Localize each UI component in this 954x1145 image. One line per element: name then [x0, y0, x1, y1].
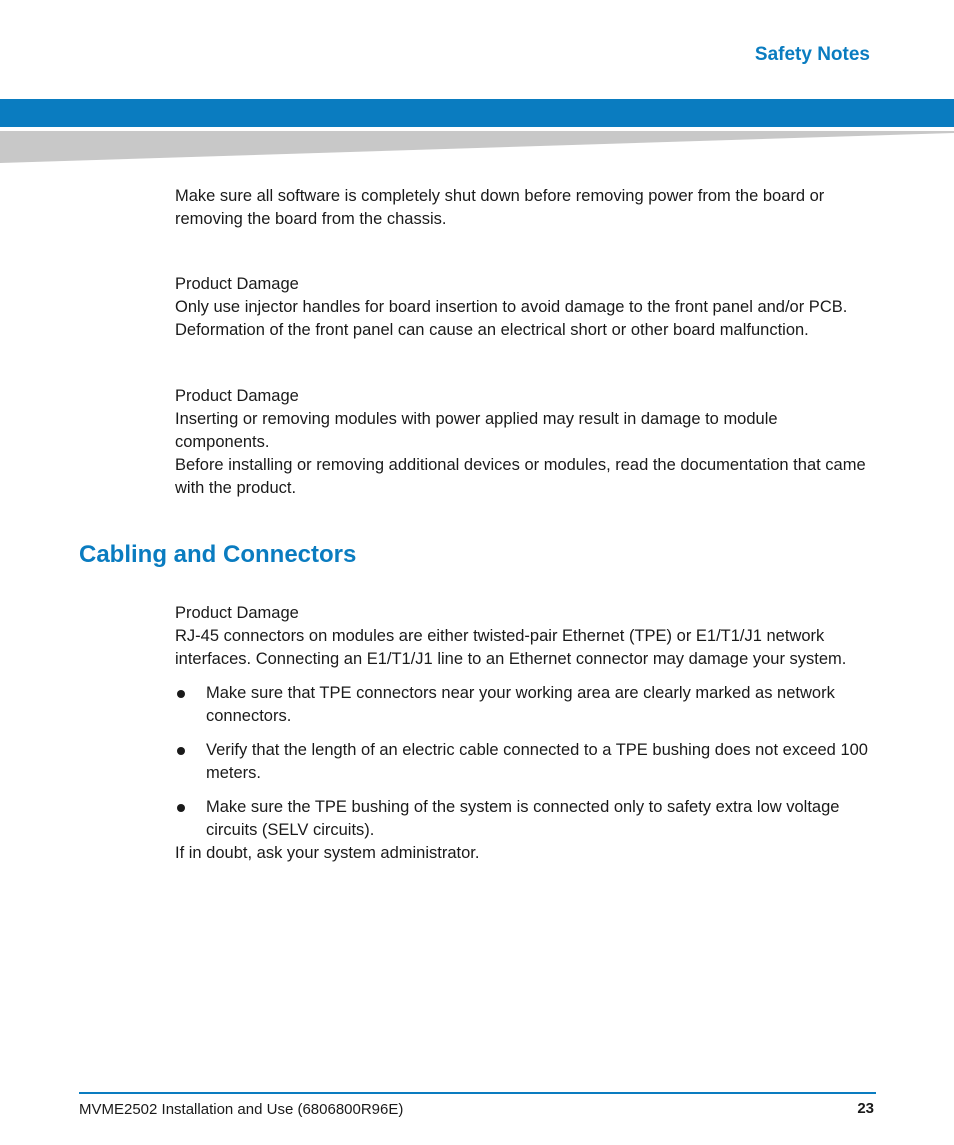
note-text: Inserting or removing modules with power applied may result in damage to module components. — [175, 410, 778, 451]
note-heading: Product Damage — [175, 275, 299, 293]
list-item-text: Verify that the length of an electric cable connected to a TPE bushing does not exceed 100 meters. — [206, 741, 868, 782]
note-block-cabling — [175, 602, 875, 865]
list-item — [175, 796, 875, 842]
note-text: Make sure all software is completely shut down before removing power from the board or removing the board from the chassis. — [175, 187, 825, 228]
header-section-title: Safety Notes — [751, 42, 874, 68]
note-block-software — [175, 185, 875, 231]
bullet-icon — [177, 804, 185, 812]
footer-doc-title: MVME2502 Installation and Use (6806800R96E) — [79, 1101, 404, 1118]
page-number: 23 — [857, 1100, 874, 1117]
section-title: Cabling and Connectors — [79, 541, 357, 568]
header-gray-wedge — [0, 131, 954, 163]
footer-rule — [79, 1092, 876, 1094]
bullet-icon — [177, 690, 185, 698]
bullet-list — [175, 682, 875, 842]
bullet-icon — [177, 747, 185, 755]
note-text: Before installing or removing additional devices or modules, read the documentation that came with the product. — [175, 456, 866, 497]
note-block-modules — [175, 385, 875, 500]
note-heading: Product Damage — [175, 387, 299, 405]
closing-text: If in doubt, ask your system administrator. — [175, 844, 480, 862]
list-item — [175, 739, 875, 785]
header-blue-bar — [0, 99, 954, 127]
note-text: Only use injector handles for board insertion to avoid damage to the front panel and/or PCB. Deformation of the front panel can cause an electrical short or other board malfunction. — [175, 298, 848, 339]
list-item — [175, 682, 875, 728]
note-block-injector — [175, 273, 875, 342]
note-text: RJ-45 connectors on modules are either twisted-pair Ethernet (TPE) or E1/T1/J1 network interfaces. Connecting an E1/T1/J1 line to an Ethernet connector may damage your system. — [175, 627, 847, 668]
list-item-text: Make sure that TPE connectors near your working area are clearly marked as network connectors. — [206, 684, 835, 725]
list-item-text: Make sure the TPE bushing of the system is connected only to safety extra low voltage circuits (SELV circuits). — [206, 798, 840, 839]
note-heading: Product Damage — [175, 604, 299, 622]
